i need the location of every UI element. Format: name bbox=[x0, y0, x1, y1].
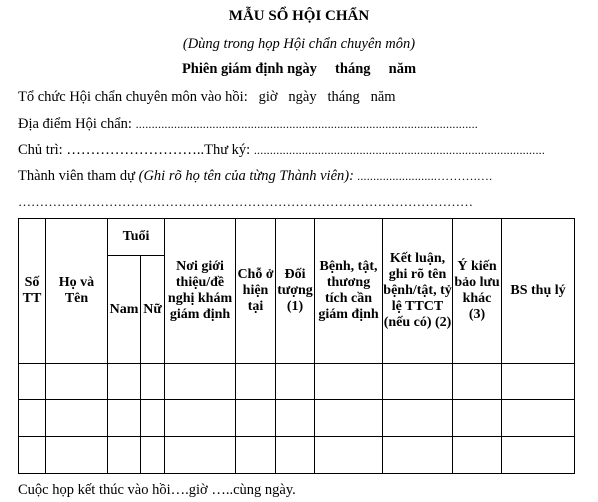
location-label: Địa điểm Hội chẩn: bbox=[18, 116, 136, 132]
header-opinion: Ý kiến bảo lưu khác (3) bbox=[453, 219, 502, 364]
secretary-label: Thư ký: bbox=[204, 142, 254, 158]
organize-time-line: Tổ chức Hội chẩn chuyên môn vào hồi: giờ ngày tháng năm bbox=[18, 89, 396, 105]
header-name: Họ và Tên bbox=[46, 219, 108, 364]
table-row bbox=[19, 364, 575, 400]
header-conclusion: Kết luận, ghi rõ tên bệnh/tật, tỷ lệ TTCT (nếu có) (2) bbox=[383, 219, 453, 364]
secretary-dots: ........................................................................................... bbox=[253, 143, 546, 157]
members-label: Thành viên tham dự bbox=[18, 168, 139, 184]
location-line bbox=[18, 116, 478, 133]
header-subject: Đối tượng (1) bbox=[276, 219, 315, 364]
closing-line: Cuộc họp kết thúc vào hồi….giờ …..cùng ngày. bbox=[18, 482, 296, 498]
members-line bbox=[18, 168, 492, 185]
table-row bbox=[19, 437, 575, 474]
session-date: Phiên giám định ngày tháng năm bbox=[181, 61, 417, 77]
council-table bbox=[18, 218, 575, 474]
header-residence: Chỗ ở hiện tại bbox=[236, 219, 276, 364]
members-dots: .........................……….…. bbox=[353, 169, 493, 183]
header-male: Nam bbox=[108, 256, 141, 364]
form-title: MẪU SỔ HỘI CHẨN bbox=[228, 8, 370, 24]
form-subtitle: (Dùng trong họp Hội chẩn chuyên môn) bbox=[182, 36, 416, 52]
header-disease: Bệnh, tật, thương tích cần giám định bbox=[315, 219, 383, 364]
members-note: (Ghi rõ họ tên của từng Thành viên): bbox=[138, 168, 354, 184]
location-dots: ........................................................................................................... bbox=[135, 117, 478, 131]
table-row bbox=[19, 400, 575, 437]
header-referrer: Nơi giới thiệu/đề nghị khám giám định bbox=[165, 219, 236, 364]
members-continuation-dots: …………………………………………………………………………………………… bbox=[18, 194, 473, 209]
header-age: Tuổi bbox=[108, 219, 165, 256]
header-female: Nữ bbox=[141, 256, 165, 364]
header-doctor: BS thụ lý bbox=[502, 219, 575, 364]
chair-secretary-line bbox=[18, 142, 545, 159]
chair-label: Chủ trì: ……………………….. bbox=[18, 142, 205, 158]
header-stt: Số TT bbox=[19, 219, 46, 364]
